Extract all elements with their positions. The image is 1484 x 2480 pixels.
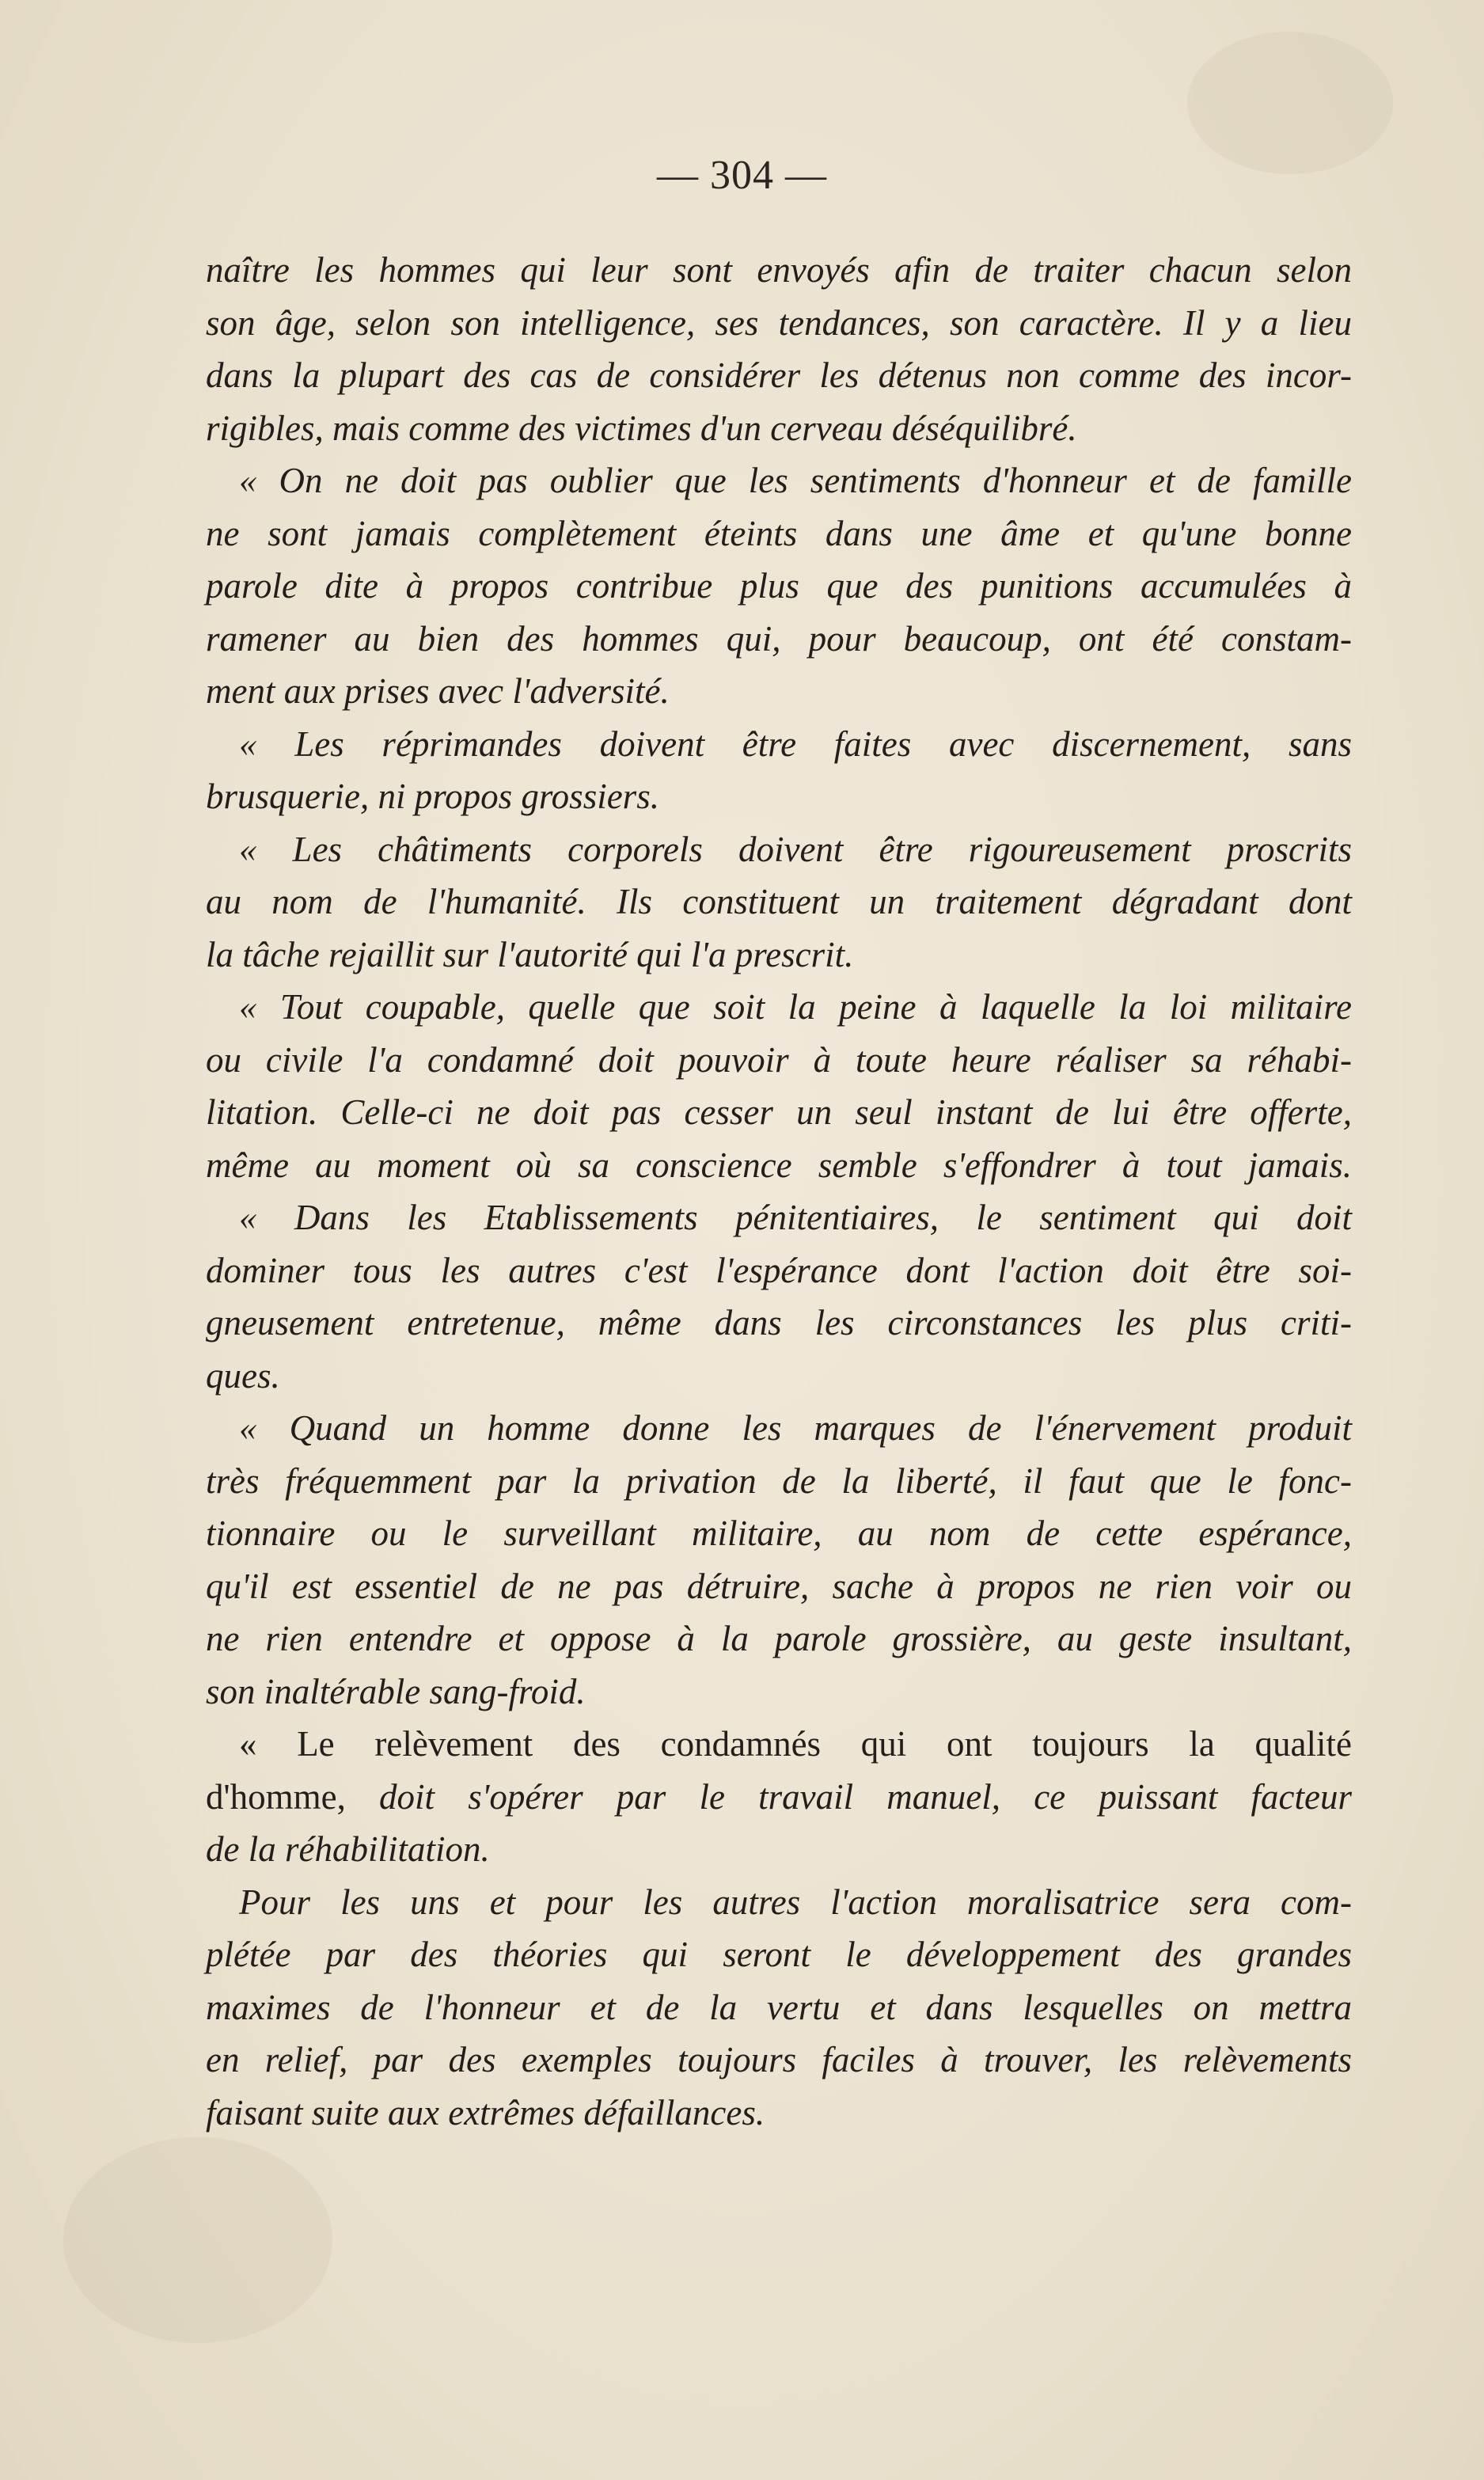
- body-text: [206, 244, 1352, 2139]
- text-line: ne sont jamais complètement éteints dans une âme et qu'une bonne: [206, 513, 1352, 553]
- text-line: brusquerie, ni propos grossiers.: [206, 777, 659, 816]
- text-line: dominer tous les autres c'est l'espérance dont l'action doit être soi-: [206, 1250, 1352, 1290]
- text-line: même au moment où sa conscience semble s'effondrer à tout jamais.: [206, 1145, 1352, 1185]
- text-line: ne rien entendre et oppose à la parole grossière, au geste insultant,: [206, 1619, 1352, 1658]
- text-line: Pour les uns et pour les autres l'action moralisatrice sera com-: [239, 1882, 1352, 1922]
- text-line: ou civile l'a condamné doit pouvoir à toute heure réaliser sa réhabi-: [206, 1039, 1352, 1080]
- text-line: « Le relèvement des condamnés qui ont toujours la qualité: [239, 1724, 1352, 1764]
- text-line: naître les hommes qui leur sont envoyés afin de traiter chacun selon: [206, 250, 1352, 290]
- text-line: « Les réprimandes doivent être faites avec discernement, sans: [239, 723, 1352, 764]
- text-line: plétée par des théories qui seront le développement des grandes: [206, 1935, 1352, 1974]
- text-line: de la réhabilitation.: [206, 1829, 490, 1869]
- text-line: qu'il est essentiel de ne pas détruire, sache à propos ne rien voir ou: [206, 1566, 1352, 1606]
- text-line: son âge, selon son intelligence, ses tendances, son caractère. Il y a lieu: [206, 302, 1352, 343]
- text-line: « Quand un homme donne les marques de l'énervement produit: [239, 1408, 1352, 1448]
- text-line: très fréquemment par la privation de la liberté, il faut que le fonc-: [206, 1460, 1352, 1501]
- text-line: parole dite à propos contribue plus que des punitions accumulées à: [206, 566, 1352, 606]
- roman-text: d'homme,: [206, 1776, 346, 1817]
- text-line: ment aux prises avec l'adversité.: [206, 671, 670, 711]
- text-line: son inaltérable sang-froid.: [206, 1671, 586, 1711]
- text-line: « Tout coupable, quelle que soit la peine à laquelle la loi militaire: [239, 987, 1352, 1027]
- text-line: « Les châtiments corporels doivent être rigoureusement proscrits: [239, 829, 1352, 869]
- text-line: faisant suite aux extrêmes défaillances.: [206, 2092, 765, 2132]
- text-line: maximes de l'honneur et de la vertu et dans lesquelles on mettra: [206, 1987, 1352, 2027]
- text-line: la tâche rejaillit sur l'autorité qui l'a prescrit.: [206, 934, 854, 974]
- italic-text: doit s'opérer par le travail manuel, ce puissant facteur: [345, 1776, 1352, 1817]
- text-line: rigibles, mais comme des victimes d'un cerveau déséquilibré.: [206, 408, 1077, 448]
- text-line: en relief, par des exemples toujours faciles à trouver, les relèvements: [206, 2040, 1352, 2079]
- text-line: ramener au bien des hommes qui, pour beaucoup, ont été constam-: [206, 618, 1352, 659]
- page-number: — 304 —: [657, 153, 827, 198]
- text-line: au nom de l'humanité. Ils constituent un traitement dégradant dont: [206, 882, 1352, 921]
- text-line: dans la plupart des cas de considérer les détenus non comme des incor-: [206, 355, 1352, 395]
- paper-stain: [63, 2137, 332, 2343]
- text-line: litation. Celle-ci ne doit pas cesser un seul instant de lui être offerte,: [206, 1092, 1352, 1132]
- text-line: « Dans les Etablissements pénitentiaires, le sentiment qui doit: [239, 1198, 1352, 1237]
- text-line: tionnaire ou le surveillant militaire, au nom de cette espérance,: [206, 1513, 1352, 1553]
- text-line: gneusement entretenue, même dans les circonstances les plus criti-: [206, 1303, 1352, 1343]
- text-line: « On ne doit pas oublier que les sentiments d'honneur et de famille: [239, 461, 1352, 500]
- text-line: ques.: [206, 1355, 280, 1396]
- text-line: [206, 1771, 1352, 1824]
